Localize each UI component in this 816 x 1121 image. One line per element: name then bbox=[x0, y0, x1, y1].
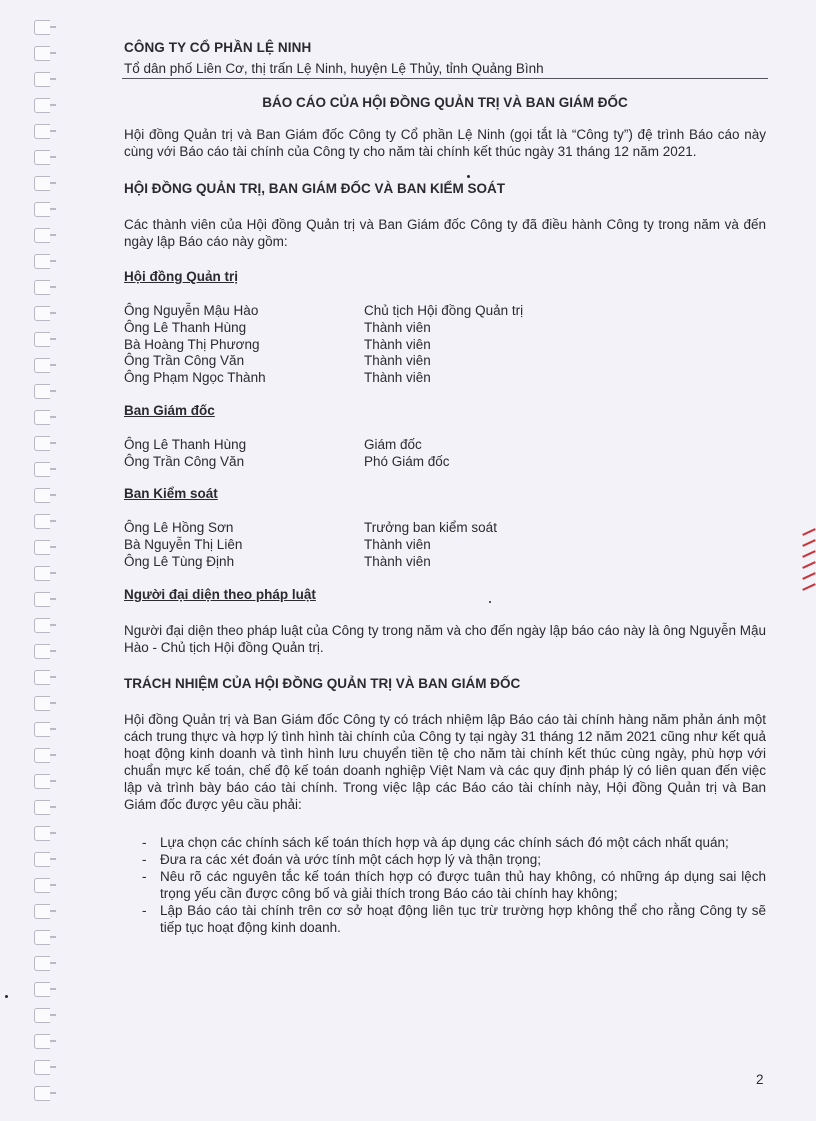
list-item bbox=[124, 320, 624, 337]
member-role: Thành viên bbox=[364, 353, 431, 368]
bullet-dash: - bbox=[142, 835, 147, 850]
scan-speck bbox=[467, 175, 470, 178]
binder-hole bbox=[34, 670, 50, 685]
list-item bbox=[124, 834, 766, 851]
binder-hole bbox=[34, 1086, 50, 1101]
subheading-supervisory: Ban Kiểm soát bbox=[124, 486, 218, 501]
binder-hole bbox=[34, 774, 50, 789]
list-item bbox=[124, 851, 766, 868]
member-role: Thành viên bbox=[364, 370, 431, 385]
binder-hole bbox=[34, 696, 50, 711]
binder-hole bbox=[34, 488, 50, 503]
responsibility-paragraph: Hội đồng Quản trị và Ban Giám đốc Công ty có trách nhiệm lập Báo cáo tài chính hàng năm phản ánh một cách trung thực và hợp lý tình hình tài chính của Công ty tại ngày 31 tháng 12 năm 2021 cũng như kết quả hoạt động kinh doanh và tình hình lưu chuyển tiền tệ cho năm tài chính kết thúc cùng ngày, phù hợp với chuẩn mực kế toán, chế độ kế toán doanh nghiệp Việt Nam và các quy định pháp lý có liên quan đến việc lập và trình bày báo cáo tài chính. Trong việc lập các Báo cáo tài chính này, Hội đồng Quản trị và Ban Giám đốc được yêu cầu phải: bbox=[124, 712, 766, 812]
binder-hole bbox=[34, 124, 50, 139]
binder-hole bbox=[34, 722, 50, 737]
subheading-management: Ban Giám đốc bbox=[124, 403, 215, 418]
member-name: Ông Lê Tùng Định bbox=[124, 554, 235, 569]
list-item bbox=[124, 554, 624, 571]
list-item bbox=[124, 370, 624, 387]
binder-hole bbox=[34, 826, 50, 841]
member-name: Ông Lê Thanh Hùng bbox=[124, 320, 247, 335]
binder-hole bbox=[34, 202, 50, 217]
scan-speck bbox=[5, 995, 8, 998]
member-name: Ông Phạm Ngọc Thành bbox=[124, 370, 266, 385]
binder-hole bbox=[34, 358, 50, 373]
list-item bbox=[124, 437, 624, 454]
requirement-list bbox=[124, 834, 766, 936]
list-item bbox=[124, 303, 624, 320]
bullet-dash: - bbox=[142, 852, 147, 867]
binder-hole bbox=[34, 1060, 50, 1075]
binder-hole bbox=[34, 878, 50, 893]
member-role: Trưởng ban kiểm soát bbox=[364, 520, 497, 535]
member-role: Thành viên bbox=[364, 554, 431, 569]
member-role: Thành viên bbox=[364, 537, 431, 552]
member-role: Thành viên bbox=[364, 337, 431, 352]
requirement-text: Lập Báo cáo tài chính trên cơ sở hoạt động liên tục trừ trường hợp không thể cho rằng Công ty sẽ tiếp tục hoạt động kinh doanh. bbox=[160, 903, 766, 935]
scan-speck bbox=[489, 601, 491, 603]
binder-hole bbox=[34, 280, 50, 295]
subheading-board: Hội đồng Quản trị bbox=[124, 269, 238, 284]
member-role: Giám đốc bbox=[364, 437, 422, 452]
requirement-text: Lựa chọn các chính sách kế toán thích hợp và áp dụng các chính sách đó một cách nhất quán; bbox=[160, 835, 729, 850]
member-role: Phó Giám đốc bbox=[364, 454, 450, 469]
binder-hole bbox=[34, 254, 50, 269]
binder-hole bbox=[34, 228, 50, 243]
member-name: Ông Nguyễn Mậu Hào bbox=[124, 303, 259, 318]
binder-hole bbox=[34, 462, 50, 477]
list-item bbox=[124, 868, 766, 902]
binder-hole bbox=[34, 800, 50, 815]
binder-hole bbox=[34, 618, 50, 633]
binder-hole bbox=[34, 956, 50, 971]
governance-intro: Các thành viên của Hội đồng Quản trị và Ban Giám đốc Công ty đã điều hành Công ty trong năm và đến ngày lập Báo cáo này gồm: bbox=[124, 217, 766, 249]
binder-hole bbox=[34, 306, 50, 321]
binder-hole bbox=[34, 514, 50, 529]
binder-hole bbox=[34, 436, 50, 451]
subheading-legal-rep: Người đại diện theo pháp luật bbox=[124, 587, 316, 602]
requirement-text: Đưa ra các xét đoán và ước tính một cách hợp lý và thận trọng; bbox=[160, 852, 541, 867]
bullet-dash: - bbox=[142, 869, 147, 884]
bullet-dash: - bbox=[142, 903, 147, 918]
binder-hole bbox=[34, 930, 50, 945]
binder-hole bbox=[34, 1008, 50, 1023]
list-item bbox=[124, 902, 766, 936]
binder-hole bbox=[34, 852, 50, 867]
member-role: Thành viên bbox=[364, 320, 431, 335]
member-name: Ông Trần Công Văn bbox=[124, 454, 245, 469]
binder-hole bbox=[34, 1034, 50, 1049]
member-name: Bà Hoàng Thị Phương bbox=[124, 337, 260, 352]
requirement-text: Nêu rõ các nguyên tắc kế toán thích hợp có được tuân thủ hay không, có những áp dụng sai lệch trọng yếu cần được công bố và giải thích trong Báo cáo tài chính hay không; bbox=[160, 869, 766, 901]
report-title: BÁO CÁO CỦA HỘI ĐỒNG QUẢN TRỊ VÀ BAN GIÁM ĐỐC bbox=[262, 95, 628, 110]
company-address: Tổ dân phố Liên Cơ, thị trấn Lệ Ninh, huyện Lệ Thủy, tỉnh Quảng Bình bbox=[124, 61, 544, 76]
list-item bbox=[124, 353, 624, 370]
legal-rep-paragraph: Người đại diện theo pháp luật của Công ty trong năm và cho đến ngày lập báo cáo này là ông Nguyễn Mậu Hào - Chủ tịch Hội đồng Quản trị. bbox=[124, 623, 766, 655]
binder-hole bbox=[34, 332, 50, 347]
binder-hole bbox=[34, 20, 50, 35]
binder-holes bbox=[34, 0, 54, 1121]
list-item bbox=[124, 337, 624, 354]
binder-hole bbox=[34, 566, 50, 581]
red-stamp-edge bbox=[798, 522, 816, 590]
binder-hole bbox=[34, 72, 50, 87]
section-heading-responsibility: TRÁCH NHIỆM CỦA HỘI ĐỒNG QUẢN TRỊ VÀ BAN GIÁM ĐỐC bbox=[124, 676, 521, 691]
binder-hole bbox=[34, 410, 50, 425]
intro-paragraph: Hội đồng Quản trị và Ban Giám đốc Công ty Cổ phần Lệ Ninh (gọi tắt là “Công ty”) đệ trình Báo cáo này cùng với Báo cáo tài chính của Công ty cho năm tài chính kết thúc ngày 31 tháng 12 năm 2021. bbox=[124, 127, 766, 159]
page-number: 2 bbox=[756, 1072, 764, 1087]
binder-hole bbox=[34, 540, 50, 555]
list-item bbox=[124, 537, 624, 554]
member-name: Ông Lê Hồng Sơn bbox=[124, 520, 234, 535]
binder-hole bbox=[34, 150, 50, 165]
binder-hole bbox=[34, 98, 50, 113]
binder-hole bbox=[34, 904, 50, 919]
binder-hole bbox=[34, 982, 50, 997]
binder-hole bbox=[34, 46, 50, 61]
member-name: Ông Lê Thanh Hùng bbox=[124, 437, 247, 452]
section-heading-governance: HỘI ĐỒNG QUẢN TRỊ, BAN GIÁM ĐỐC VÀ BAN KIỂM SOÁT bbox=[124, 181, 505, 196]
binder-hole bbox=[34, 384, 50, 399]
company-name: CÔNG TY CỔ PHẦN LỆ NINH bbox=[124, 40, 312, 55]
binder-hole bbox=[34, 592, 50, 607]
binder-hole bbox=[34, 176, 50, 191]
member-name: Ông Trần Công Văn bbox=[124, 353, 245, 368]
list-item bbox=[124, 520, 624, 537]
member-role: Chủ tịch Hội đồng Quản trị bbox=[364, 303, 524, 318]
header-divider bbox=[122, 78, 768, 79]
binder-hole bbox=[34, 644, 50, 659]
list-item bbox=[124, 454, 624, 471]
member-name: Bà Nguyễn Thị Liên bbox=[124, 537, 243, 552]
binder-hole bbox=[34, 748, 50, 763]
